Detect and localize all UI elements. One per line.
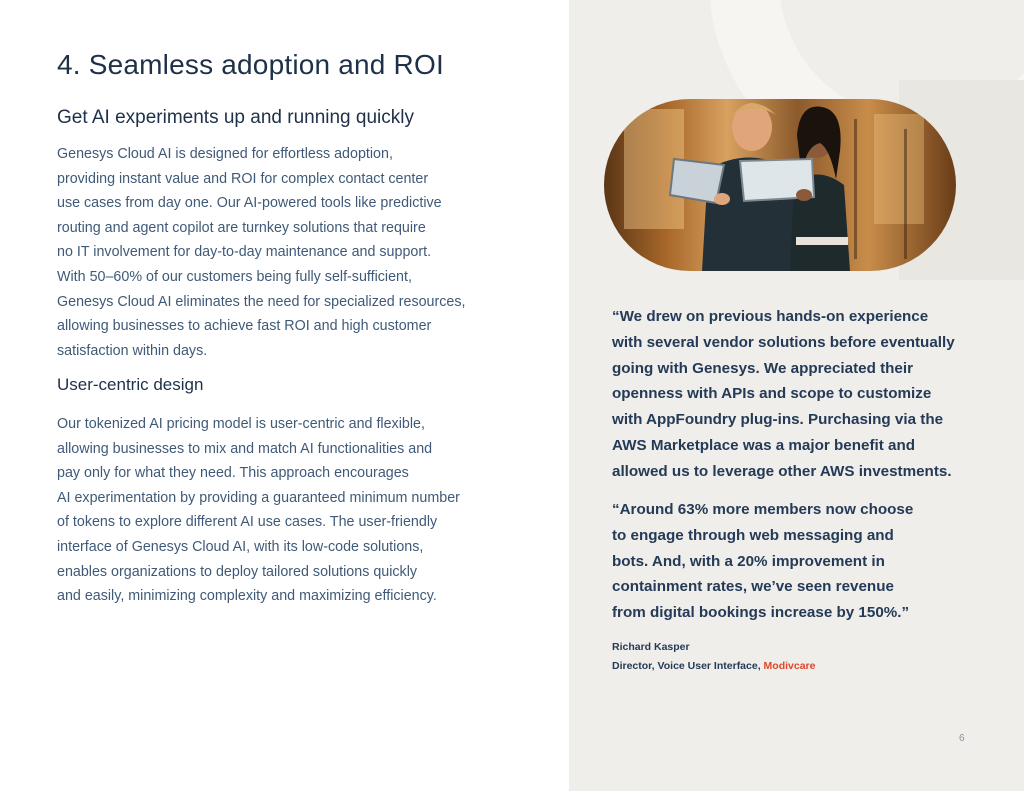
quote-line: AWS Marketplace was a major benefit and xyxy=(612,436,916,454)
page-title: 4. Seamless adoption and ROI xyxy=(57,49,444,80)
body-line: interface of Genesys Cloud AI, with its low-code solutions, xyxy=(57,538,424,555)
section-body-user-centric xyxy=(57,412,527,609)
body-line: no IT involvement for day-to-day maintenance and support. xyxy=(57,244,432,261)
testimonial-panel xyxy=(569,0,1024,791)
quote-line: openness with APIs and scope to customize xyxy=(612,385,932,403)
quote-line: “Around 63% more members now choose xyxy=(612,501,914,518)
body-line: and easily, minimizing complexity and maximizing efficiency. xyxy=(57,588,437,605)
body-line: pay only for what they need. This approach encourages xyxy=(57,465,409,482)
testimonial-quote-2 xyxy=(612,497,913,626)
section-heading-user-centric: User-centric design xyxy=(57,375,204,394)
quote-line: to engage through web messaging and xyxy=(612,526,894,544)
quote-line: “We drew on previous hands-on experience xyxy=(612,308,929,325)
body-line: allowing businesses to mix and match AI functionalities and xyxy=(57,440,433,457)
body-line: Genesys Cloud AI is designed for effortless adoption, xyxy=(57,146,393,162)
quote-line: bots. And, with a 20% improvement in xyxy=(612,552,885,570)
quote-line: from digital bookings increase by 150%.” xyxy=(612,604,910,622)
page-number: 6 xyxy=(959,733,965,744)
quote-line: containment rates, we’ve seen revenue xyxy=(612,578,894,596)
people-with-tablets-photo xyxy=(604,99,956,271)
section-heading-adoption: Get AI experiments up and running quickly xyxy=(57,107,414,128)
testimonial-quote-1 xyxy=(612,304,955,485)
quote-attribution xyxy=(612,638,815,676)
body-line: satisfaction within days. xyxy=(57,342,208,359)
body-line: of tokens to explore different AI use cases. The user-friendly xyxy=(57,514,438,531)
body-line: providing instant value and ROI for complex contact center xyxy=(57,170,429,187)
body-line: enables organizations to deploy tailored solutions quickly xyxy=(57,563,418,580)
author-name: Richard Kasper xyxy=(612,641,690,653)
body-line: With 50–60% of our customers being fully self-sufficient, xyxy=(57,268,412,285)
quote-line: allowed us to leverage other AWS investments. xyxy=(612,462,952,480)
body-line: Our tokenized AI pricing model is user-centric and flexible, xyxy=(57,416,425,432)
body-line: use cases from day one. Our AI-powered tools like predictive xyxy=(57,195,442,212)
quote-line: with several vendor solutions before eventually xyxy=(612,333,955,351)
body-line: routing and agent copilot are turnkey solutions that require xyxy=(57,219,426,236)
body-line: AI experimentation by providing a guaranteed minimum number xyxy=(57,489,460,506)
body-line: Genesys Cloud AI eliminates the need for specialized resources, xyxy=(57,293,466,310)
quote-line: going with Genesys. We appreciated their xyxy=(612,359,914,377)
author-role: Director, Voice User Interface, xyxy=(612,660,764,672)
section-body-adoption xyxy=(57,142,527,363)
author-company-link[interactable]: Modivcare xyxy=(763,660,816,672)
photo-illustration xyxy=(604,99,956,271)
body-line: allowing businesses to achieve fast ROI and high customer xyxy=(57,318,432,335)
quote-line: with AppFoundry plug-ins. Purchasing via the xyxy=(612,411,944,429)
